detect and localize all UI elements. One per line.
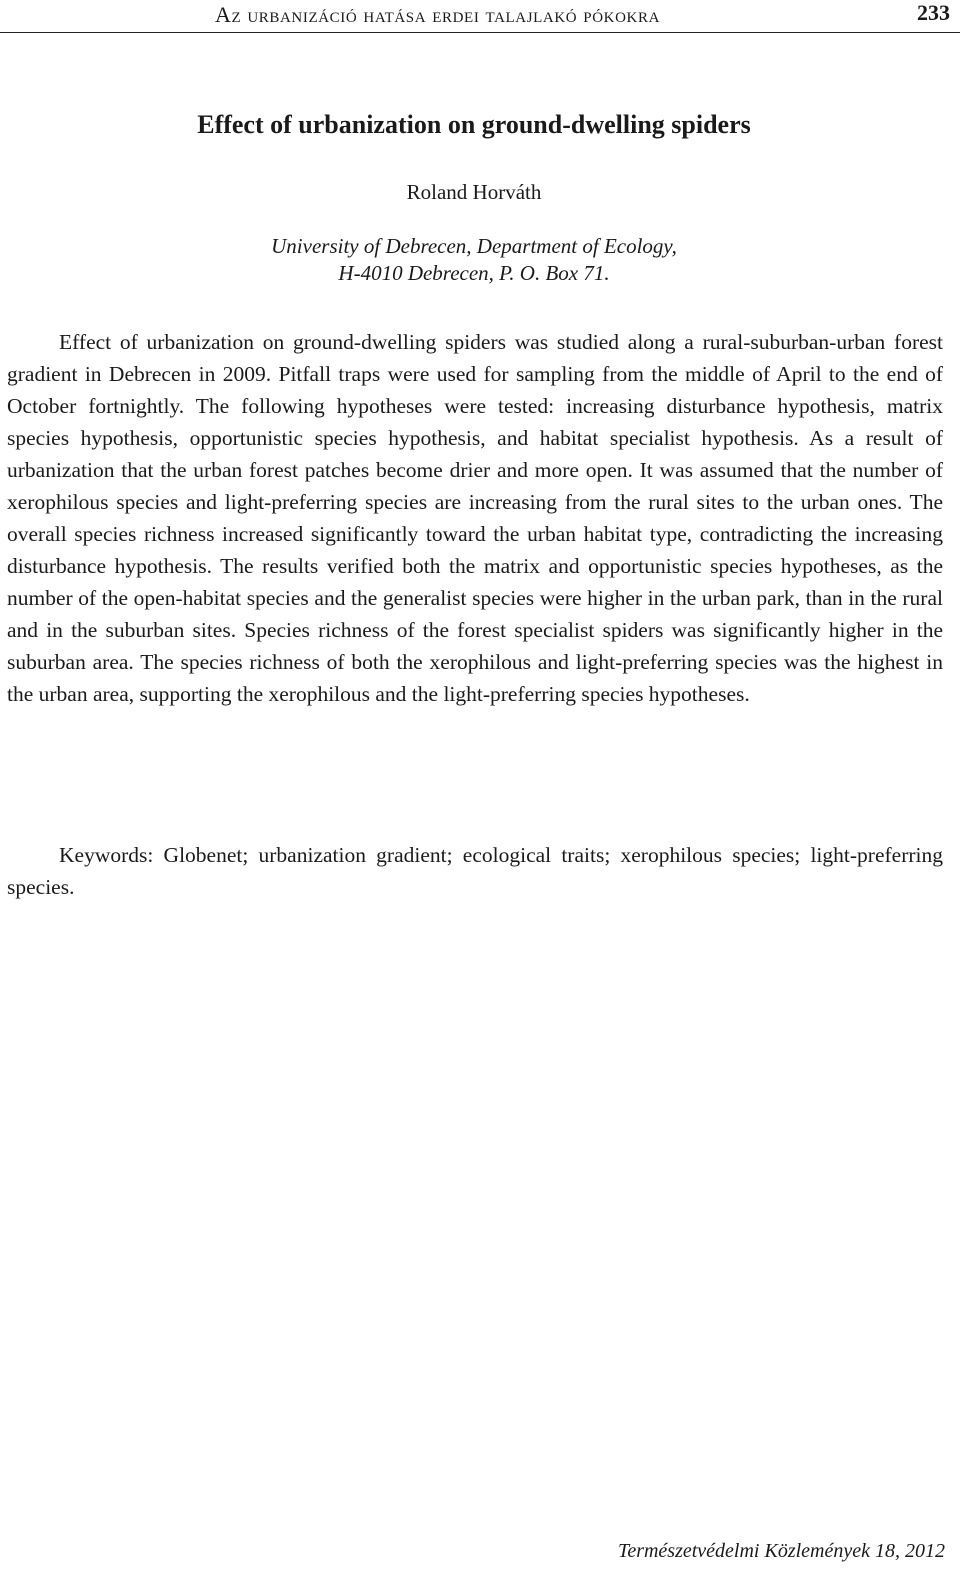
abstract-paragraph: Effect of urbanization on ground-dwelling spiders was studied along a rural-suburban-urban forest gradient in Debrecen in 2009. Pitfall traps were used for sampling from the middle of April to the end of October fortnightly. The following hypotheses were tested: increasing disturbance hypothesis, matrix species hypothesis, opportunistic species hypothesis, and habitat specialist hypothesis. As a result of urbanization that the urban forest patches become drier and more open. It was assumed that the number of xerophilous species and light-preferring species are increasing from the rural sites to the urban ones. The overall species richness increased significantly toward the urban habitat type, contradicting the increasing disturbance hypothesis. The results verified both the matrix and opportunistic species hypotheses, as the number of the open-habitat species and the generalist species were higher in the urban park, than in the rural and in the suburban sites. Species richness of the forest specialist spiders was significantly higher in the suburban area. The species richness of both the xerophilous and light-preferring species was the highest in the urban area, supporting the xerophilous and the light-preferring species hypotheses. — [7, 330, 943, 706]
keywords-paragraph: Keywords: Globenet; urbanization gradient; ecological traits; xerophilous species; light-preferring species. — [7, 843, 943, 899]
author-name: Roland Horváth — [406, 180, 542, 204]
journal-footer: Természetvédelmi Közlemények 18, 2012 — [618, 1540, 945, 1562]
article-title: Effect of urbanization on ground-dwelling spiders — [197, 110, 751, 139]
running-title: Az urbanizáció hatása erdei talajlakó pókokra — [215, 2, 661, 27]
affiliation-line-1: University of Debrecen, Department of Ecology, — [271, 234, 677, 258]
running-header — [0, 0, 960, 33]
author-affiliation — [0, 233, 948, 287]
page-number: 233 — [917, 0, 950, 25]
affiliation-line-2: H-4010 Debrecen, P. O. Box 71. — [338, 261, 610, 285]
